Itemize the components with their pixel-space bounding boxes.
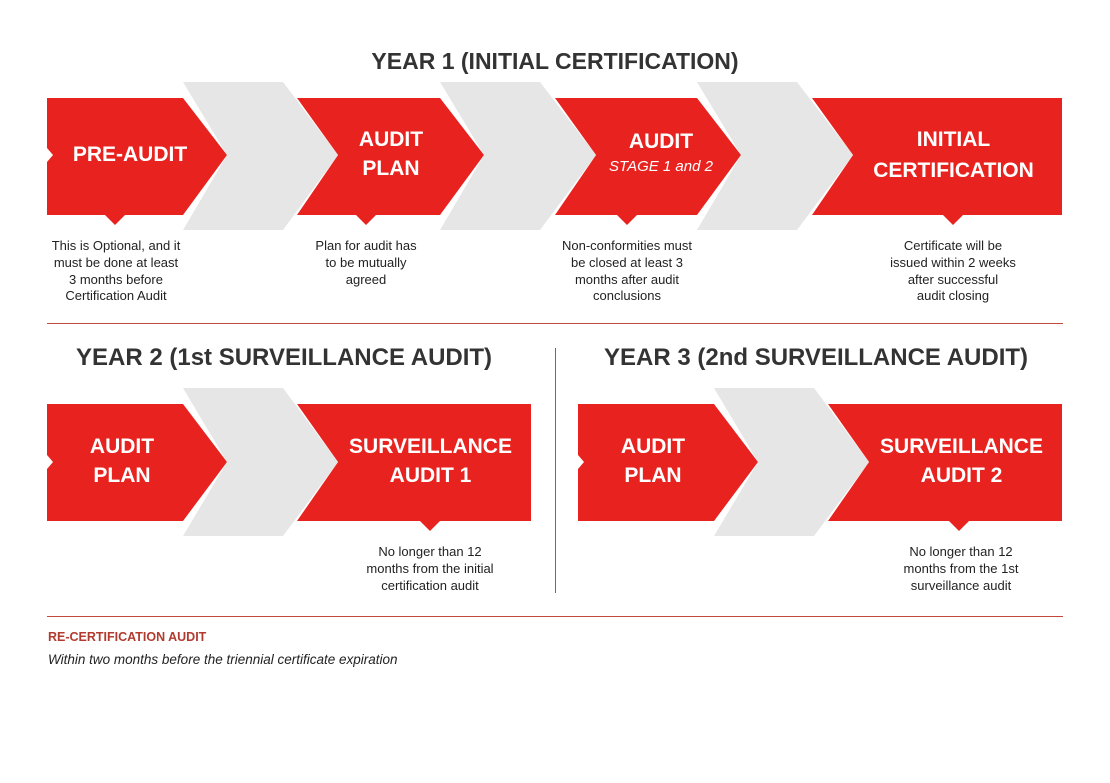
- step-label-line: AUDIT 2: [920, 464, 1003, 487]
- step-audit-plan-label: [318, 125, 464, 183]
- note-audit-stage: [532, 238, 722, 305]
- step-surveillance-audit-1-label: [330, 432, 531, 490]
- step-label-line: AUDIT 1: [389, 464, 472, 487]
- note-line: must be done at least: [53, 254, 179, 270]
- step-label-line: INITIAL: [916, 128, 991, 151]
- note-line: to be mutually: [325, 254, 407, 270]
- step-surveillance-audit-2-label: [861, 432, 1062, 490]
- step-label-line: AUDIT: [89, 435, 155, 458]
- step-label-line: PLAN: [624, 464, 682, 487]
- note-line: surveillance audit: [910, 577, 1012, 593]
- note-audit-plan: [276, 238, 456, 288]
- note-line: after successful: [907, 271, 999, 287]
- year3-title: YEAR 3 (2nd SURVEILLANCE AUDIT): [604, 344, 1029, 371]
- note-surveillance-audit-1: [335, 544, 525, 594]
- recertification-title: RE-CERTIFICATION AUDIT: [48, 630, 207, 644]
- note-line: No longer than 12: [909, 544, 1013, 559]
- step-year2-audit-plan-label: [47, 432, 197, 490]
- callout-pointer: [419, 520, 441, 531]
- note-line: Certification Audit: [65, 288, 167, 304]
- year1-title: YEAR 1 (INITIAL CERTIFICATION): [371, 48, 739, 74]
- step-label-line: AUDIT: [358, 128, 424, 151]
- note-line: 3 months before: [69, 271, 163, 287]
- step-label-line: PRE-AUDIT: [72, 143, 188, 166]
- section-divider-top: [47, 323, 1063, 324]
- note-line: This is Optional, and it: [51, 238, 181, 253]
- step-year3-audit-plan-label: [578, 432, 728, 490]
- step-label-line: CERTIFICATION: [873, 159, 1034, 182]
- callout-pointer: [942, 214, 964, 225]
- note-line: months from the 1st: [903, 560, 1019, 576]
- note-line: months from the initial: [366, 560, 494, 576]
- note-line: agreed: [345, 271, 387, 287]
- step-audit-stage-label: [580, 127, 742, 178]
- year2-title: YEAR 2 (1st SURVEILLANCE AUDIT): [76, 344, 493, 371]
- step-sublabel: STAGE 1 and 2: [609, 158, 713, 175]
- step-label-line: PLAN: [93, 464, 151, 487]
- note-line: No longer than 12: [378, 544, 482, 559]
- section-divider-bottom: [47, 616, 1063, 617]
- step-pre-audit-label: [47, 140, 213, 169]
- callout-pointer: [948, 520, 970, 531]
- step-initial-certification-label: [845, 124, 1062, 186]
- step-label-line: SURVEILLANCE: [349, 435, 512, 458]
- callout-pointer: [355, 214, 377, 225]
- note-pre-audit: [26, 238, 206, 305]
- step-label-line: SURVEILLANCE: [880, 435, 1043, 458]
- note-line: be closed at least 3: [570, 254, 684, 270]
- note-line: conclusions: [593, 288, 661, 304]
- callout-pointer: [104, 214, 126, 225]
- callout-pointer: [616, 214, 638, 225]
- recertification-text: Within two months before the triennial certificate expiration: [48, 652, 398, 667]
- note-initial-certification: [858, 238, 1048, 305]
- note-line: Plan for audit has: [315, 238, 417, 253]
- note-line: issued within 2 weeks: [890, 254, 1016, 270]
- note-line: Certificate will be: [903, 238, 1003, 253]
- note-line: Non-conformities must: [561, 238, 693, 253]
- step-label-line: PLAN: [362, 157, 420, 180]
- note-line: audit closing: [916, 288, 990, 304]
- note-surveillance-audit-2: [866, 544, 1056, 594]
- note-line: certification audit: [381, 577, 479, 593]
- section-divider-vertical: [555, 348, 556, 593]
- note-line: months after audit: [574, 271, 680, 287]
- step-label-line: AUDIT: [628, 130, 694, 153]
- step-label-line: AUDIT: [620, 435, 686, 458]
